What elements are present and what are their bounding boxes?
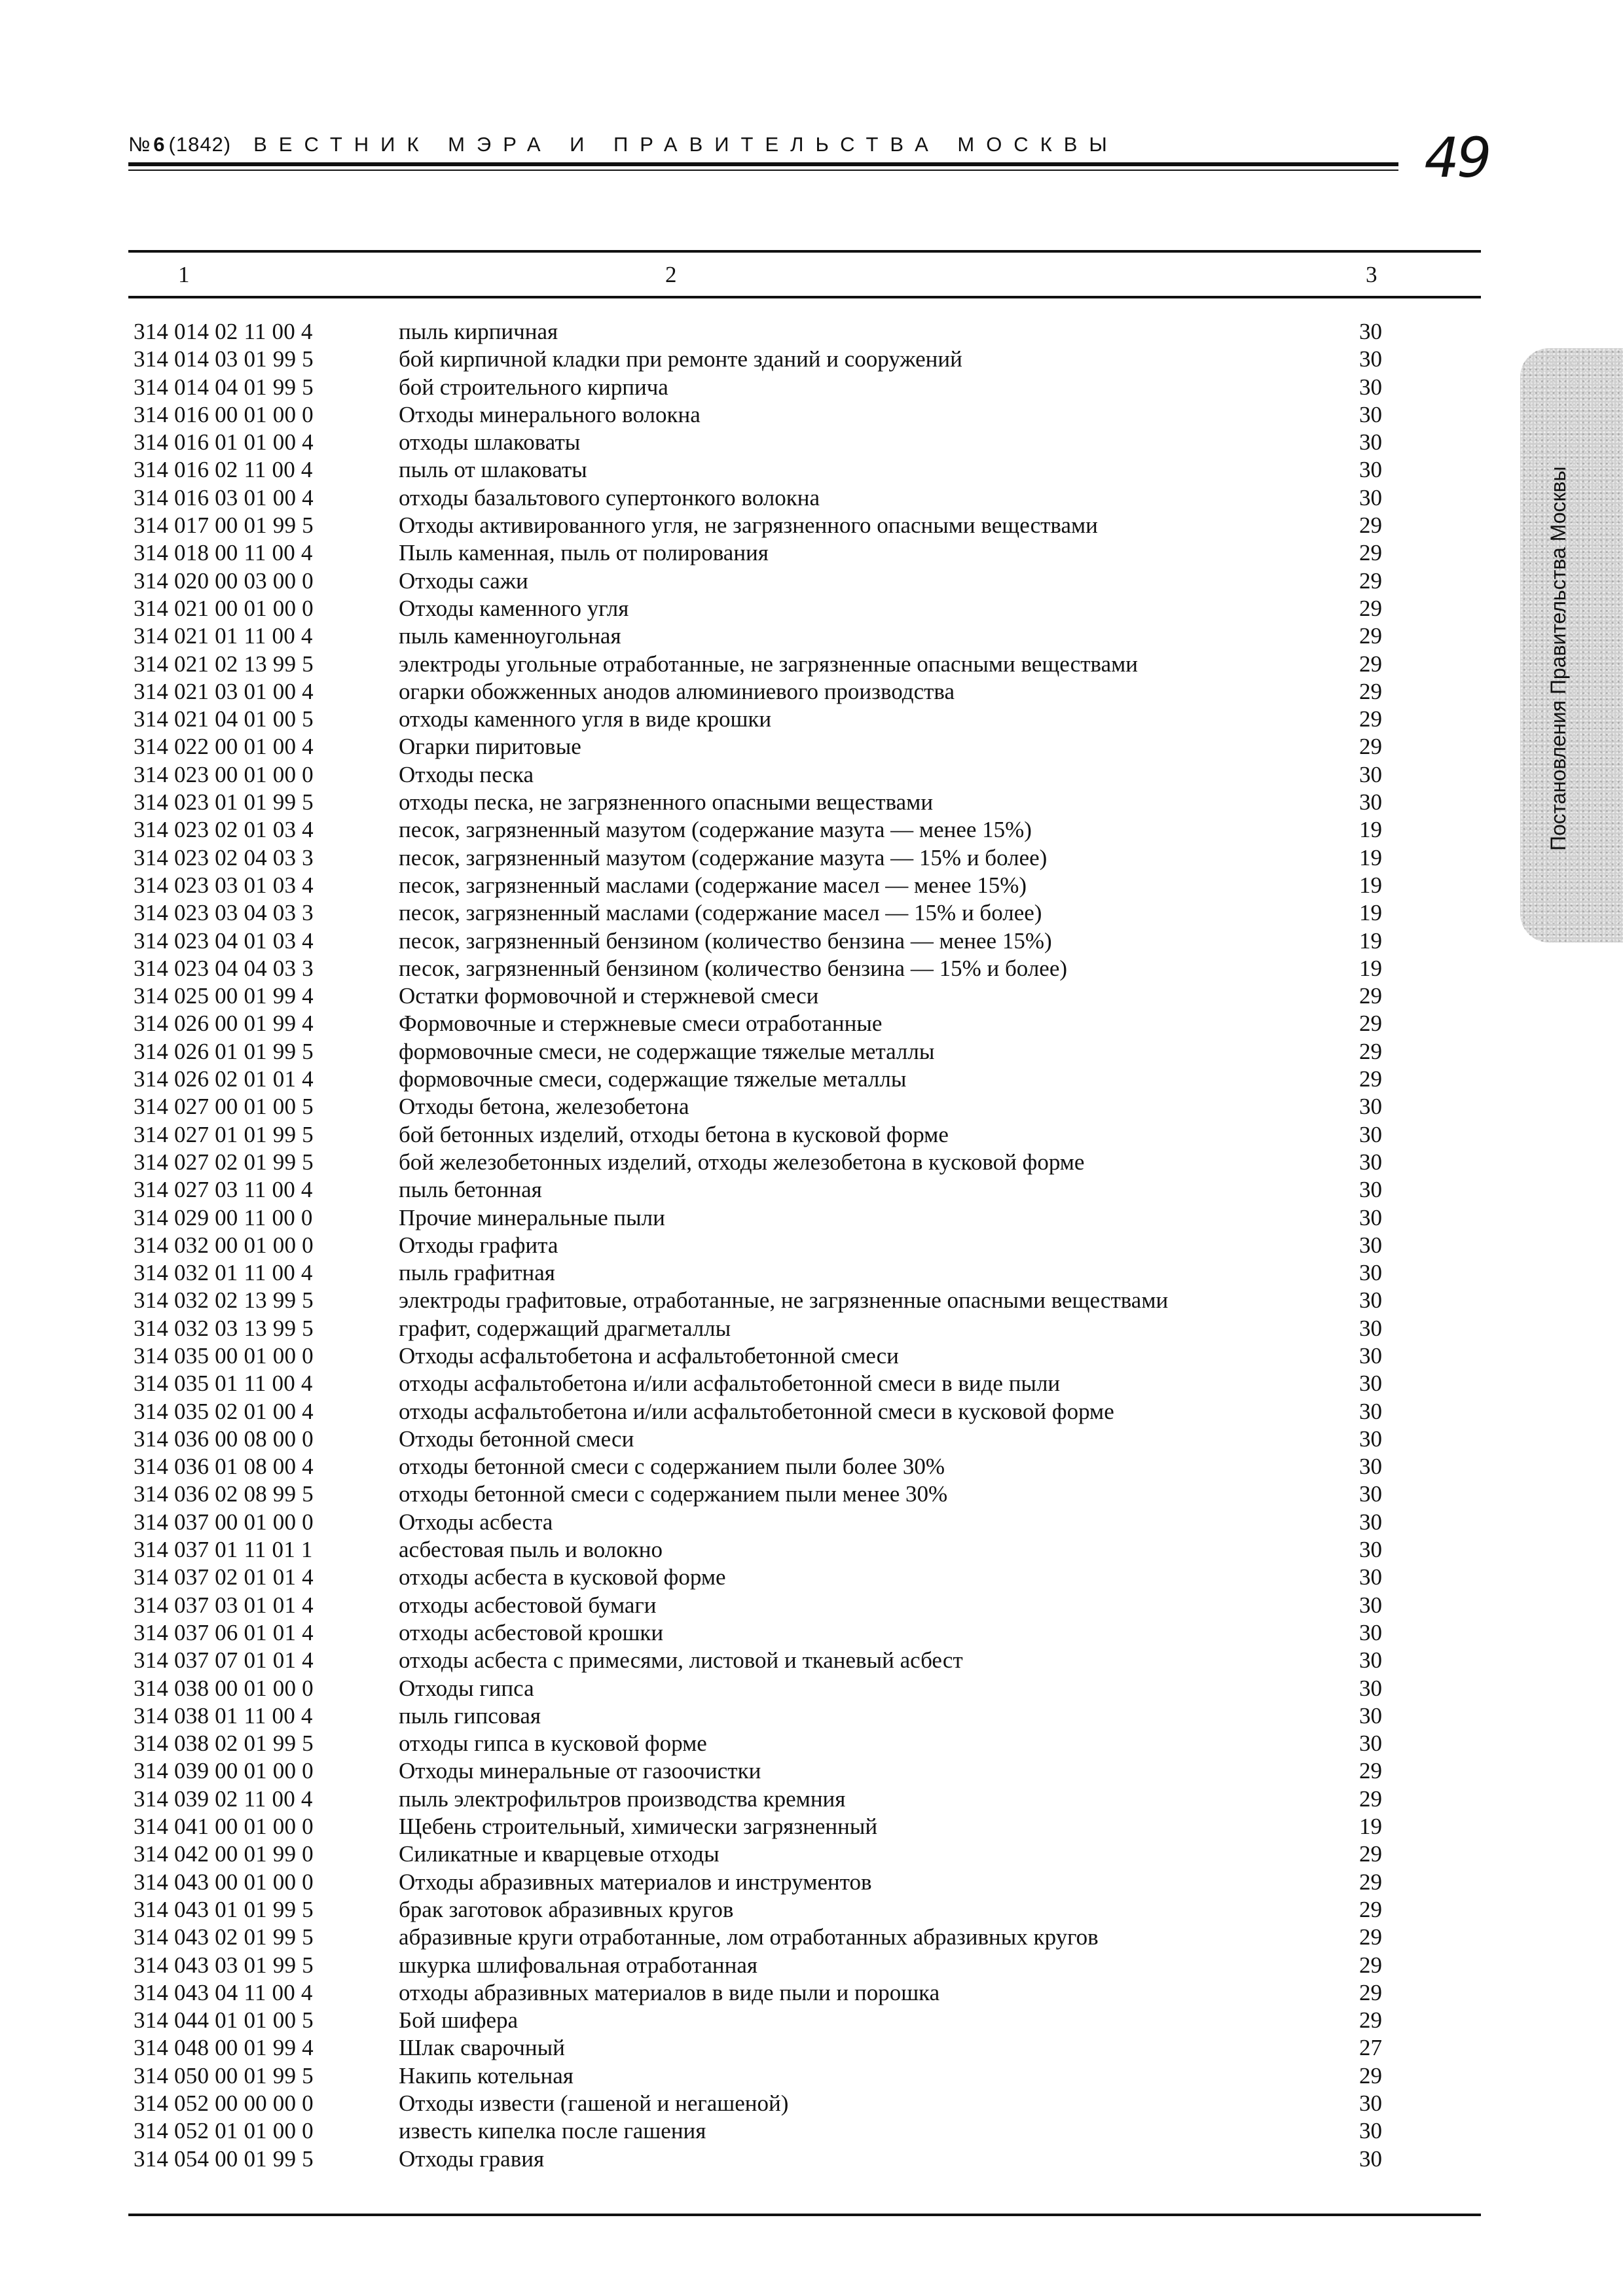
waste-name: Бой шифера [399, 2007, 519, 2034]
waste-name: брак заготовок абразивных кругов [399, 1896, 734, 1922]
waste-value: 29 [1359, 1841, 1382, 1867]
waste-name: пыль от шлаковаты [399, 457, 587, 483]
waste-code: 314 043 00 01 00 0 [134, 1869, 314, 1895]
waste-name: отходы гипса в кусковой форме [399, 1731, 707, 1757]
waste-value: 30 [1359, 1315, 1382, 1341]
table-row [128, 1840, 1481, 1868]
waste-name: пыль электрофильтров производства кремния [399, 1785, 846, 1812]
waste-code: 314 021 01 11 00 4 [134, 623, 313, 649]
waste-code: 314 039 00 01 00 0 [134, 1758, 314, 1784]
waste-value: 29 [1359, 623, 1382, 649]
table-row [128, 1204, 1481, 1232]
waste-code: 314 014 03 01 99 5 [134, 346, 314, 372]
waste-value: 29 [1359, 540, 1382, 566]
table-row [128, 1176, 1481, 1204]
table-row [128, 1896, 1481, 1924]
table-row [128, 1315, 1481, 1342]
waste-code: 314 054 00 01 99 5 [134, 2145, 314, 2172]
table-row [128, 1232, 1481, 1259]
waste-name: бой кирпичной кладки при ремонте зданий и сооружений [399, 346, 962, 372]
issue-number: 6 [153, 133, 165, 156]
waste-code: 314 050 00 01 99 5 [134, 2062, 314, 2089]
waste-value: 30 [1359, 457, 1382, 483]
waste-code: 314 023 03 04 03 3 [134, 900, 314, 926]
waste-value: 29 [1359, 2007, 1382, 2034]
table-row [128, 429, 1481, 456]
waste-name: Силикатные и кварцевые отходы [399, 1841, 720, 1867]
table-row [128, 927, 1481, 955]
waste-code: 314 027 03 11 00 4 [134, 1177, 313, 1203]
table-row [128, 1259, 1481, 1287]
waste-name: пыль графитная [399, 1260, 555, 1286]
waste-code: 314 035 02 01 00 4 [134, 1398, 314, 1424]
table-row [128, 1121, 1481, 1149]
table-column-headers [128, 259, 1481, 291]
waste-name: Прочие минеральные пыли [399, 1204, 665, 1230]
table-row [128, 1619, 1481, 1647]
waste-name: шкурка шлифовальная отработанная [399, 1952, 757, 1978]
waste-code: 314 027 02 01 99 5 [134, 1149, 314, 1175]
waste-value: 30 [1359, 1647, 1382, 1674]
waste-name: Отходы активированного угля, не загрязненного опасными веществами [399, 512, 1098, 539]
waste-code: 314 037 01 11 01 1 [134, 1537, 313, 1563]
waste-code: 314 023 04 01 03 4 [134, 927, 314, 954]
waste-name: формовочные смеси, не содержащие тяжелые металлы [399, 1038, 935, 1064]
table-row [128, 1592, 1481, 1619]
waste-code: 314 043 01 01 99 5 [134, 1896, 314, 1922]
waste-code: 314 016 02 11 00 4 [134, 457, 313, 483]
table-row [128, 1426, 1481, 1453]
waste-code: 314 021 03 01 00 4 [134, 678, 314, 704]
waste-code: 314 027 00 01 00 5 [134, 1094, 314, 1120]
waste-code: 314 052 00 00 00 0 [134, 2090, 314, 2116]
table-row [128, 678, 1481, 706]
waste-code: 314 016 00 01 00 0 [134, 401, 314, 427]
table-row [128, 2117, 1481, 2145]
waste-value: 29 [1359, 1979, 1382, 2005]
waste-name: песок, загрязненный мазутом (содержание мазута — менее 15%) [399, 817, 1032, 843]
waste-code: 314 043 03 01 99 5 [134, 1952, 314, 1978]
table-row [128, 1564, 1481, 1591]
waste-name: Огарки пиритовые [399, 734, 581, 760]
waste-name: бой бетонных изделий, отходы бетона в кусковой форме [399, 1121, 949, 1147]
waste-code: 314 032 03 13 99 5 [134, 1315, 314, 1341]
waste-code: 314 041 00 01 00 0 [134, 1814, 314, 1840]
waste-name: формовочные смеси, содержащие тяжелые металлы [399, 1066, 907, 1092]
issue-sequence: (1842) [168, 133, 232, 156]
waste-code: 314 021 04 01 00 5 [134, 706, 314, 732]
waste-value: 30 [1359, 1260, 1382, 1286]
waste-code: 314 032 01 11 00 4 [134, 1260, 313, 1286]
waste-name: Отходы абразивных материалов и инструментов [399, 1869, 872, 1895]
waste-value: 30 [1359, 1204, 1382, 1230]
header-rule-thin [128, 170, 1398, 171]
waste-value: 30 [1359, 1592, 1382, 1618]
waste-name: отходы каменного угля в виде крошки [399, 706, 772, 732]
waste-name: отходы бетонной смеси с содержанием пыли более 30% [399, 1454, 945, 1480]
table-row [128, 1730, 1481, 1757]
waste-name: Отходы сажи [399, 567, 528, 594]
waste-code: 314 027 01 01 99 5 [134, 1121, 314, 1147]
page-number: 49 [1424, 126, 1489, 190]
table-row [128, 456, 1481, 484]
waste-name: песок, загрязненный маслами (содержание масел — менее 15%) [399, 872, 1027, 898]
waste-code: 314 022 00 01 00 4 [134, 734, 314, 760]
column-header-2: 2 [665, 262, 677, 287]
table-rule-header [128, 296, 1481, 298]
waste-code: 314 020 00 03 00 0 [134, 567, 314, 594]
waste-value: 29 [1359, 512, 1382, 539]
table-row [128, 2145, 1481, 2173]
table-row [128, 816, 1481, 844]
table-row [128, 374, 1481, 401]
waste-value: 29 [1359, 1785, 1382, 1812]
waste-name: Отходы бетона, железобетона [399, 1094, 689, 1120]
section-side-tab-label: Постановления Правительства Москвы [1546, 466, 1570, 851]
waste-code: 314 036 00 08 00 0 [134, 1426, 314, 1452]
table-row [128, 955, 1481, 982]
table-row [128, 539, 1481, 567]
waste-value: 30 [1359, 1564, 1382, 1590]
waste-code: 314 052 01 01 00 0 [134, 2118, 314, 2144]
waste-code: 314 016 03 01 00 4 [134, 484, 314, 511]
waste-name: Отходы извести (гашеной и негашеной) [399, 2090, 789, 2116]
waste-code: 314 035 01 11 00 4 [134, 1371, 313, 1397]
waste-name: Отходы асбеста [399, 1509, 553, 1535]
waste-value: 30 [1359, 401, 1382, 427]
waste-name: огарки обожженных анодов алюминиевого производства [399, 678, 955, 704]
waste-value: 30 [1359, 319, 1382, 344]
waste-value: 29 [1359, 1038, 1382, 1064]
table-row [128, 1066, 1481, 1093]
table-rule-top [128, 250, 1481, 253]
table-row [128, 346, 1481, 373]
table-row [128, 2062, 1481, 2090]
table-row [128, 1398, 1481, 1426]
waste-code: 314 018 00 11 00 4 [134, 540, 313, 566]
waste-name: отходы асбестовой крошки [399, 1619, 664, 1645]
waste-value: 30 [1359, 1342, 1382, 1369]
waste-name: графит, содержащий драгметаллы [399, 1315, 731, 1341]
column-header-1: 1 [178, 262, 190, 287]
table-row [128, 318, 1481, 346]
waste-value: 29 [1359, 651, 1382, 677]
table-row [128, 1370, 1481, 1397]
waste-code: 314 021 02 13 99 5 [134, 651, 314, 677]
table-row [128, 1869, 1481, 1896]
table-row [128, 2007, 1481, 2034]
waste-code: 314 037 02 01 01 4 [134, 1564, 314, 1590]
waste-code: 314 037 03 01 01 4 [134, 1592, 314, 1618]
waste-name: отходы базальтового супертонкого волокна [399, 484, 820, 511]
waste-value: 19 [1359, 955, 1382, 981]
waste-code: 314 023 02 04 03 3 [134, 844, 314, 870]
waste-value: 27 [1359, 2035, 1382, 2061]
journal-title: ВЕСТНИК МЭРА И ПРАВИТЕЛЬСТВА МОСКВЫ [253, 133, 1119, 156]
table-row [128, 512, 1481, 539]
waste-name: песок, загрязненный маслами (содержание масел — 15% и более) [399, 900, 1042, 926]
waste-value: 30 [1359, 1232, 1382, 1258]
waste-code: 314 029 00 11 00 0 [134, 1204, 313, 1230]
table-row [128, 1675, 1481, 1702]
waste-code: 314 035 00 01 00 0 [134, 1342, 314, 1369]
waste-code: 314 023 03 01 03 4 [134, 872, 314, 898]
waste-code: 314 023 04 04 03 3 [134, 955, 314, 981]
waste-code: 314 036 01 08 00 4 [134, 1454, 314, 1480]
waste-name: Накипь котельная [399, 2062, 574, 2089]
waste-value: 30 [1359, 1702, 1382, 1729]
table-row [128, 1702, 1481, 1730]
waste-name: электроды угольные отработанные, не загрязненные опасными веществами [399, 651, 1138, 677]
table-row [128, 651, 1481, 678]
waste-value: 29 [1359, 1924, 1382, 1950]
waste-value: 29 [1359, 1758, 1382, 1784]
table-row [128, 1813, 1481, 1840]
waste-value: 30 [1359, 484, 1382, 511]
waste-value: 30 [1359, 1371, 1382, 1397]
waste-name: отходы асбеста с примесями, листовой и тканевый асбест [399, 1647, 963, 1674]
waste-name: бой железобетонных изделий, отходы железобетона в кусковой форме [399, 1149, 1085, 1175]
waste-value: 30 [1359, 1619, 1382, 1645]
waste-value: 30 [1359, 1287, 1382, 1314]
table-row [128, 622, 1481, 650]
waste-name: пыль каменноугольная [399, 623, 621, 649]
waste-value: 30 [1359, 761, 1382, 787]
waste-name: Отходы графита [399, 1232, 558, 1258]
waste-name: Формовочные и стержневые смеси отработанные [399, 1011, 883, 1037]
waste-name: известь кипелка после гашения [399, 2118, 706, 2144]
waste-name: отходы шлаковаты [399, 429, 581, 456]
waste-name: отходы бетонной смеси с содержанием пыли менее 30% [399, 1481, 948, 1507]
header-rule-thick [128, 162, 1398, 166]
waste-name: асбестовая пыль и волокно [399, 1537, 663, 1563]
waste-name: Шлак сварочный [399, 2035, 565, 2061]
table-row [128, 567, 1481, 595]
table-row [128, 2090, 1481, 2117]
waste-code: 314 048 00 01 99 4 [134, 2035, 314, 2061]
waste-name: Отходы гипса [399, 1675, 534, 1701]
waste-value: 30 [1359, 374, 1382, 400]
table-row [128, 1149, 1481, 1176]
waste-name: отходы абразивных материалов в виде пыли и порошка [399, 1979, 940, 2005]
waste-code: 314 023 00 01 00 0 [134, 761, 314, 787]
waste-value: 29 [1359, 734, 1382, 760]
waste-value: 29 [1359, 567, 1382, 594]
waste-value: 30 [1359, 1731, 1382, 1757]
table-row [128, 872, 1481, 899]
waste-value: 29 [1359, 678, 1382, 704]
table-row [128, 1979, 1481, 2007]
waste-value: 19 [1359, 844, 1382, 870]
waste-code: 314 032 00 01 00 0 [134, 1232, 314, 1258]
waste-code: 314 043 04 11 00 4 [134, 1979, 313, 2005]
waste-name: пыль бетонная [399, 1177, 542, 1203]
waste-value: 29 [1359, 1952, 1382, 1978]
waste-value: 30 [1359, 2145, 1382, 2172]
waste-name: песок, загрязненный мазутом (содержание мазута — 15% и более) [399, 844, 1048, 870]
waste-value: 30 [1359, 1398, 1382, 1424]
waste-name: отходы асбеста в кусковой форме [399, 1564, 726, 1590]
table-row [128, 733, 1481, 761]
waste-value: 19 [1359, 872, 1382, 898]
waste-name: Щебень строительный, химически загрязненный [399, 1814, 878, 1840]
waste-name: Отходы бетонной смеси [399, 1426, 634, 1452]
column-header-3: 3 [1366, 262, 1377, 287]
waste-value: 30 [1359, 1481, 1382, 1507]
waste-value: 30 [1359, 789, 1382, 816]
table-row [128, 1924, 1481, 1951]
waste-value: 30 [1359, 1509, 1382, 1535]
waste-name: Отходы гравия [399, 2145, 545, 2172]
table-row [128, 982, 1481, 1010]
waste-value: 30 [1359, 2090, 1382, 2116]
waste-code: 314 044 01 01 00 5 [134, 2007, 314, 2034]
table-row [128, 1038, 1481, 1066]
table-row [128, 1952, 1481, 1979]
waste-value: 30 [1359, 1454, 1382, 1480]
table-row [128, 401, 1481, 429]
waste-name: Остатки формовочной и стержневой смеси [399, 983, 819, 1009]
waste-code: 314 016 01 01 00 4 [134, 429, 314, 456]
waste-name: абразивные круги отработанные, лом отработанных абразивных кругов [399, 1924, 1099, 1950]
waste-code: 314 038 02 01 99 5 [134, 1731, 314, 1757]
waste-value: 29 [1359, 1896, 1382, 1922]
waste-value: 30 [1359, 1149, 1382, 1175]
waste-code: 314 037 06 01 01 4 [134, 1619, 314, 1645]
waste-value: 29 [1359, 1066, 1382, 1092]
table-row [128, 844, 1481, 872]
waste-code: 314 038 00 01 00 0 [134, 1675, 314, 1701]
waste-name: песок, загрязненный бензином (количество бензина — 15% и более) [399, 955, 1068, 981]
waste-value: 30 [1359, 1177, 1382, 1203]
waste-code: 314 032 02 13 99 5 [134, 1287, 314, 1314]
waste-value: 30 [1359, 1121, 1382, 1147]
waste-value: 29 [1359, 983, 1382, 1009]
waste-name: электроды графитовые, отработанные, не загрязненные опасными веществами [399, 1287, 1169, 1314]
waste-name: пыль кирпичная [399, 319, 558, 344]
table-row [128, 761, 1481, 789]
waste-name: Отходы минеральные от газоочистки [399, 1758, 761, 1784]
waste-code: 314 023 02 01 03 4 [134, 817, 314, 843]
waste-value: 30 [1359, 346, 1382, 372]
table-row [128, 1785, 1481, 1813]
table-row [128, 706, 1481, 733]
waste-code: 314 014 02 11 00 4 [134, 319, 313, 344]
waste-code: 314 039 02 11 00 4 [134, 1785, 313, 1812]
table-row [128, 899, 1481, 927]
waste-value: 19 [1359, 927, 1382, 954]
waste-name: Отходы каменного угля [399, 595, 629, 621]
issue-prefix: № [128, 133, 151, 156]
table-row [128, 1509, 1481, 1536]
waste-name: отходы песка, не загрязненного опасными веществами [399, 789, 934, 816]
table-body [128, 318, 1481, 2173]
running-header [128, 130, 1398, 160]
table-row [128, 1342, 1481, 1370]
table-row [128, 595, 1481, 622]
waste-value: 29 [1359, 1869, 1382, 1895]
table-row [128, 1536, 1481, 1564]
waste-code: 314 038 01 11 00 4 [134, 1702, 313, 1729]
table-row [128, 1010, 1481, 1037]
waste-name: отходы асбестовой бумаги [399, 1592, 657, 1618]
waste-code: 314 042 00 01 99 0 [134, 1841, 314, 1867]
waste-value: 29 [1359, 706, 1382, 732]
waste-value: 19 [1359, 900, 1382, 926]
waste-name: песок, загрязненный бензином (количество бензина — менее 15%) [399, 927, 1052, 954]
waste-code: 314 023 01 01 99 5 [134, 789, 314, 816]
waste-code: 314 037 07 01 01 4 [134, 1647, 314, 1674]
table-row [128, 1287, 1481, 1314]
waste-code: 314 043 02 01 99 5 [134, 1924, 314, 1950]
waste-code: 314 026 00 01 99 4 [134, 1011, 314, 1037]
table-row [128, 1757, 1481, 1785]
waste-name: Отходы песка [399, 761, 534, 787]
waste-code: 314 026 02 01 01 4 [134, 1066, 314, 1092]
waste-value: 30 [1359, 429, 1382, 456]
waste-value: 30 [1359, 1094, 1382, 1120]
table-row [128, 1453, 1481, 1480]
table-row [128, 2034, 1481, 2062]
waste-name: отходы асфальтобетона и/или асфальтобетонной смеси в виде пыли [399, 1371, 1061, 1397]
table-rule-bottom [128, 2214, 1481, 2216]
table-row [128, 1480, 1481, 1508]
waste-code: 314 021 00 01 00 0 [134, 595, 314, 621]
table-row [128, 1093, 1481, 1121]
waste-value: 30 [1359, 1426, 1382, 1452]
waste-value: 19 [1359, 1814, 1382, 1840]
waste-value: 30 [1359, 2118, 1382, 2144]
waste-name: Пыль каменная, пыль от полирования [399, 540, 769, 566]
waste-code: 314 037 00 01 00 0 [134, 1509, 314, 1535]
waste-name: бой строительного кирпича [399, 374, 668, 400]
waste-name: пыль гипсовая [399, 1702, 541, 1729]
waste-value: 30 [1359, 1537, 1382, 1563]
table-row [128, 789, 1481, 816]
waste-value: 29 [1359, 2062, 1382, 2089]
waste-value: 29 [1359, 1011, 1382, 1037]
waste-code: 314 017 00 01 99 5 [134, 512, 314, 539]
waste-code: 314 026 01 01 99 5 [134, 1038, 314, 1064]
waste-code: 314 025 00 01 99 4 [134, 983, 314, 1009]
waste-value: 19 [1359, 817, 1382, 843]
waste-code: 314 014 04 01 99 5 [134, 374, 314, 400]
table-row [128, 484, 1481, 512]
waste-code: 314 036 02 08 99 5 [134, 1481, 314, 1507]
waste-name: Отходы асфальтобетона и асфальтобетонной смеси [399, 1342, 899, 1369]
waste-name: Отходы минерального волокна [399, 401, 701, 427]
table-row [128, 1647, 1481, 1674]
waste-name: отходы асфальтобетона и/или асфальтобетонной смеси в кусковой форме [399, 1398, 1114, 1424]
waste-value: 29 [1359, 595, 1382, 621]
waste-value: 30 [1359, 1675, 1382, 1701]
